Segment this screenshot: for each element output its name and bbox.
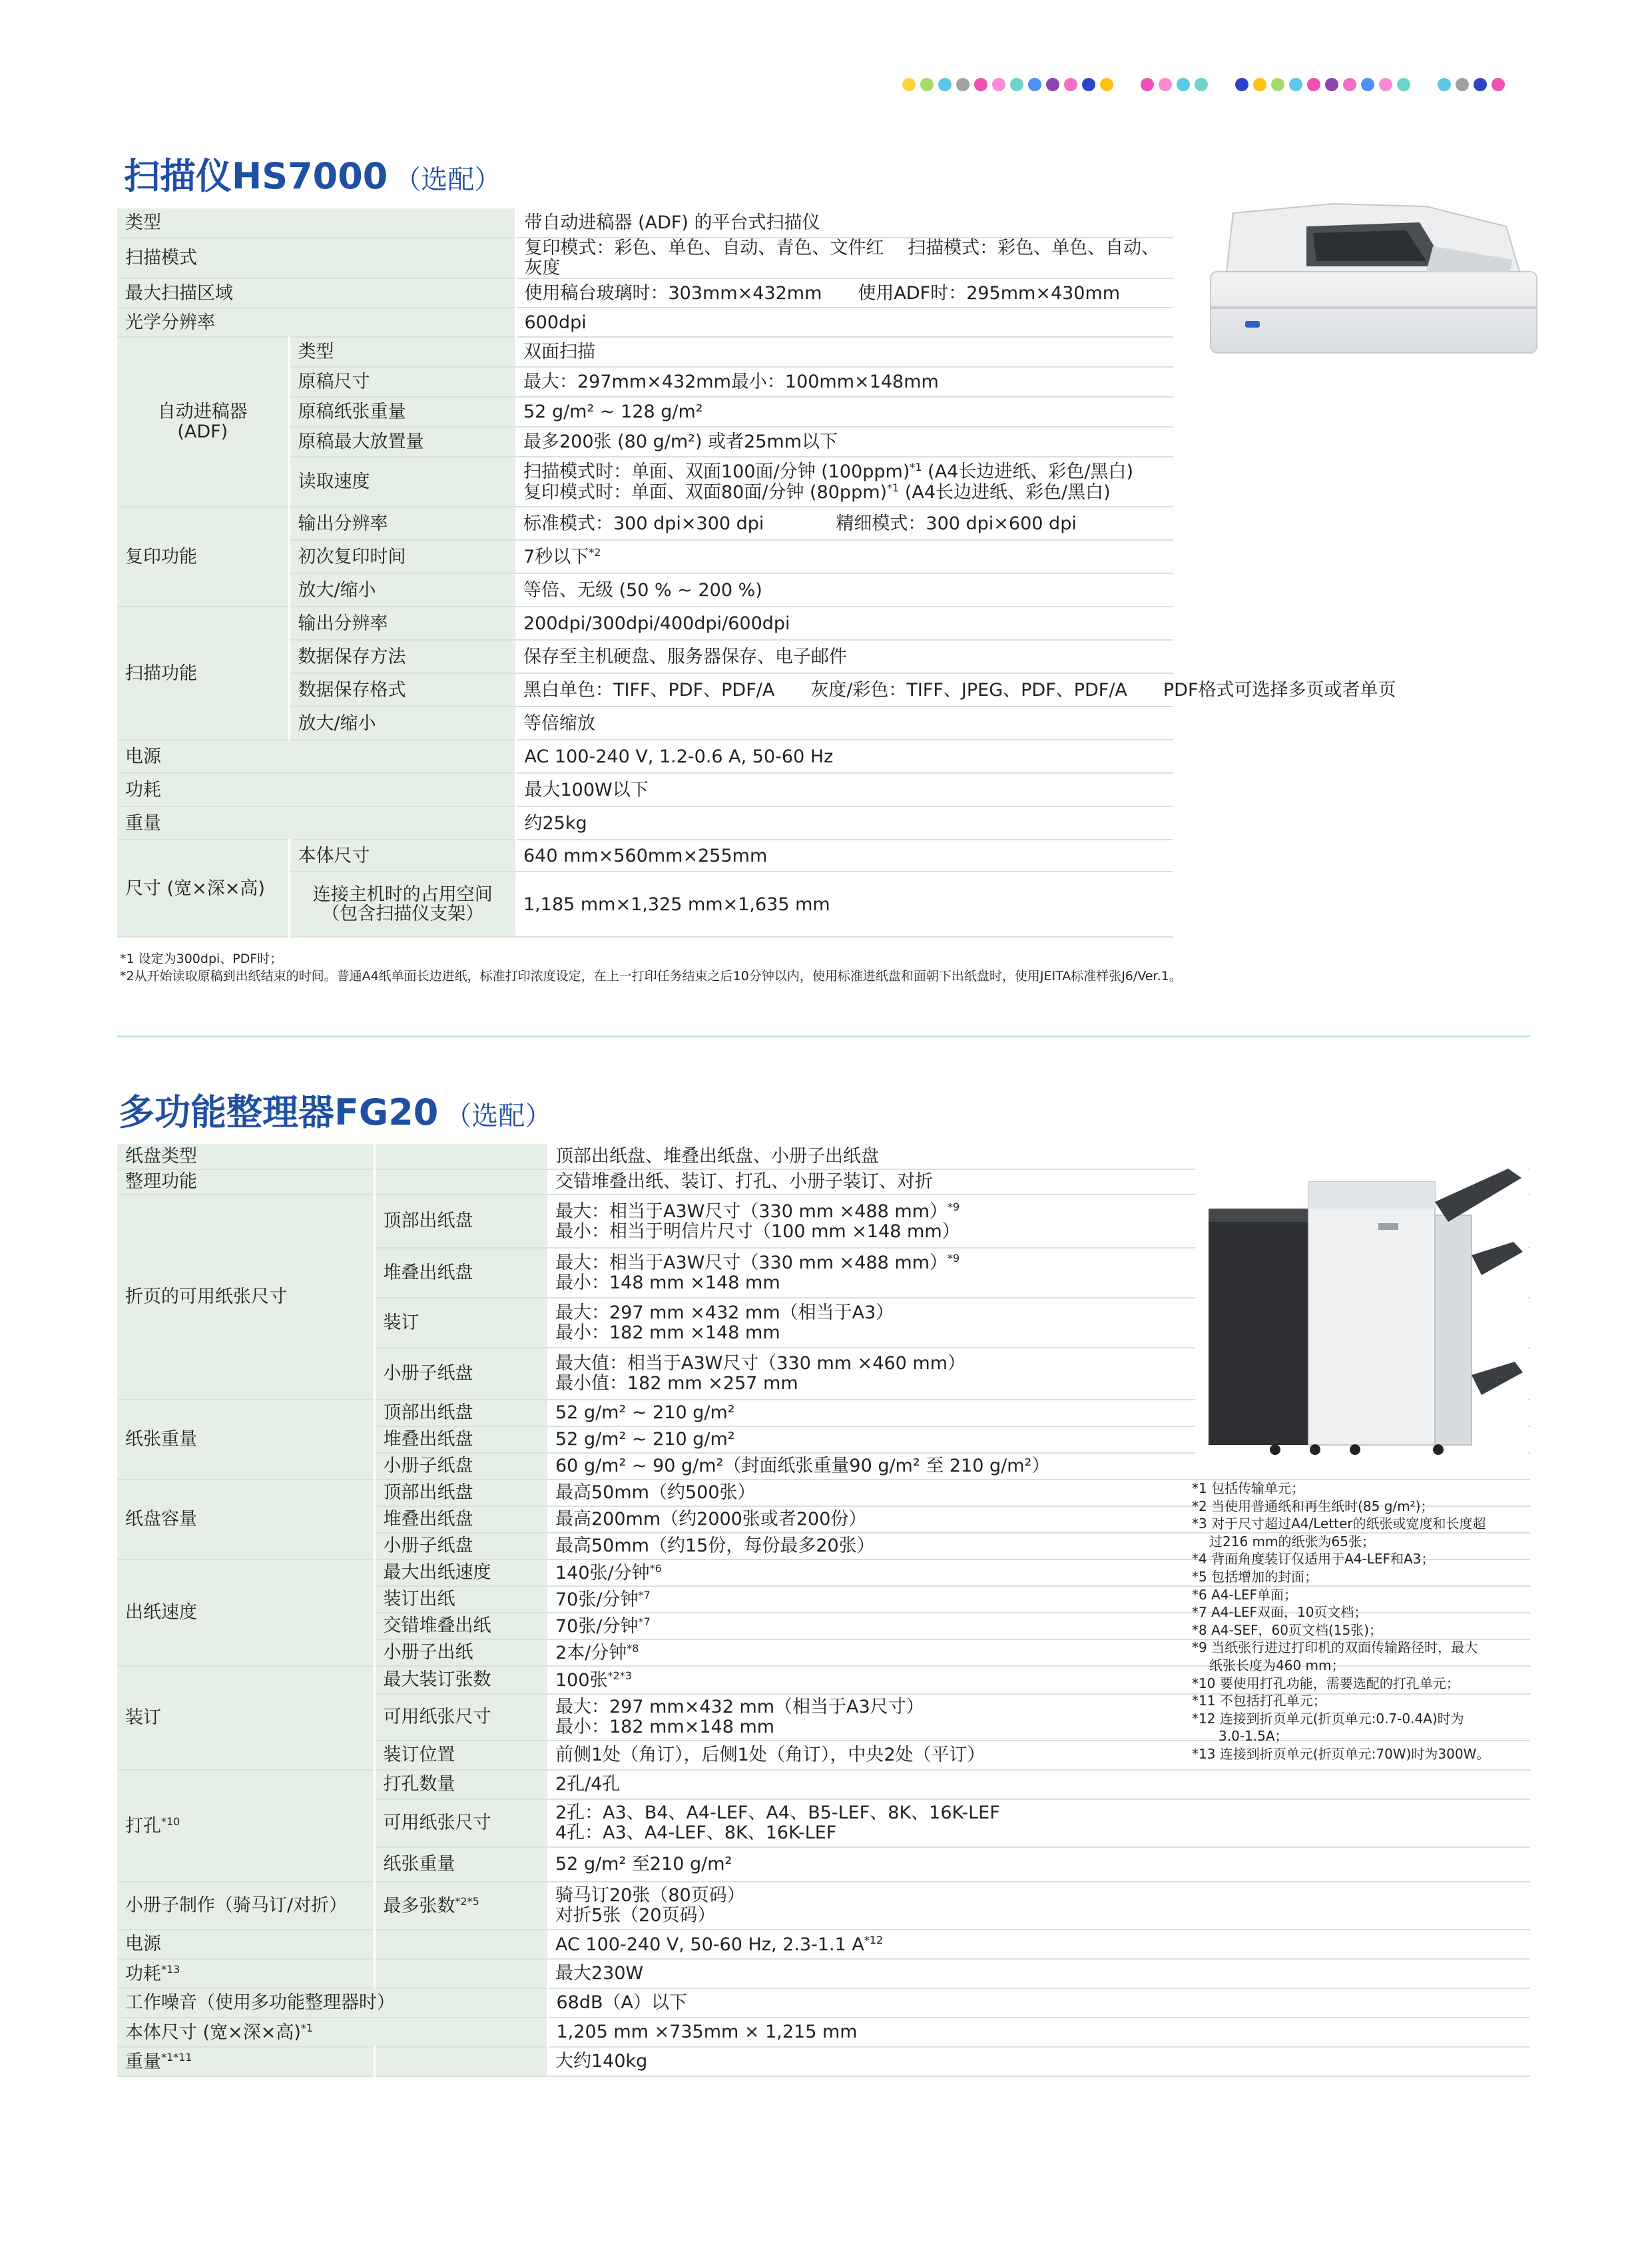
spec-sublabel: 小册子纸盘: [374, 1348, 547, 1400]
decorative-dot: [1064, 78, 1077, 91]
fg20-title-text: 多功能整理器FG20: [119, 1091, 439, 1133]
empty-cell: [374, 1144, 547, 1169]
spec-value: 最高50mm（约15份，每份最多20张）: [547, 1533, 1530, 1559]
decorative-dot: [974, 78, 987, 91]
footnote: *6 A4-LEF单面；: [1192, 1586, 1297, 1603]
value-line: 最小：182 mm×148 mm: [555, 1717, 775, 1737]
spec-value: 等倍缩放: [515, 706, 1173, 740]
spec-label: 工作噪音（使用多功能整理器时）: [117, 1988, 547, 2018]
table-row: [117, 1882, 1530, 1930]
decorative-dot: [1159, 78, 1172, 91]
spec-sublabel: 输出分辨率: [289, 607, 515, 640]
decorative-dot: [1307, 78, 1320, 91]
decorative-dot: [992, 78, 1005, 91]
copy-group-label: 复印功能: [117, 507, 289, 607]
spec-sublabel: [289, 872, 515, 937]
spec-value: 640 mm×560mm×255mm: [515, 840, 1173, 872]
spec-sublabel: 最大装订张数: [374, 1666, 547, 1694]
spec-sublabel: 堆叠出纸盘: [374, 1506, 547, 1533]
spec-sublabel: [374, 1882, 547, 1930]
spec-value: 大约140kg: [547, 2047, 1530, 2076]
footnote: *13 连接到折页单元(折页单元:70W)时为300W。: [1192, 1745, 1490, 1762]
fold-group-label: 折页的可用纸张尺寸: [117, 1195, 374, 1400]
spec-sublabel: 小册子纸盘: [374, 1453, 547, 1480]
spec-sublabel: 顶部出纸盘: [374, 1480, 547, 1506]
speed-copy: 复印模式时：单面、双面80面/分钟 (80ppm): [523, 481, 888, 503]
decorative-dot: [1438, 78, 1451, 91]
footnote-ref: *7: [638, 1615, 651, 1628]
value-line: 4孔：A3、A4-LEF、8K、16K-LEF: [555, 1822, 837, 1843]
spec-label: [117, 2047, 374, 2076]
spec-sublabel: 顶部出纸盘: [374, 1400, 547, 1426]
scanner-hs7000-image: [1207, 200, 1541, 360]
value-line: 骑马订20张（80页码）: [555, 1885, 745, 1906]
value-text: 70张/分钟: [555, 1615, 639, 1637]
footnote: *4 背面角度装订仅适用于A4-LEF和A3；: [1192, 1551, 1435, 1567]
spec-value: 2孔/4孔: [547, 1770, 1530, 1799]
footnote-ref: *9: [948, 1200, 960, 1213]
empty-cell: [374, 2047, 547, 2076]
table-row: [117, 507, 1173, 540]
footnote: 3.0-1.5A；: [1219, 1728, 1288, 1745]
spec-value: 复印模式：彩色、单色、自动、青色、文件红 扫描模式：彩色、单色、自动、灰度: [515, 238, 1173, 278]
decorative-dot: [1492, 78, 1505, 91]
spec-sublabel: 装订位置: [374, 1741, 547, 1770]
spec-value: 保存至主机硬盘、服务器保存、电子邮件: [515, 640, 1173, 673]
footnote: *3 对于尺寸超过A4/Letter的纸张或宽度和长度超: [1192, 1516, 1486, 1532]
value-line: 最大：297 mm ×432 mm（相当于A3）: [555, 1302, 894, 1323]
value-line: 最大：相当于A3W尺寸（330 mm ×488 mm）: [555, 1201, 948, 1222]
hs7000-footnotes: [120, 951, 1182, 985]
footnote: *2 当使用普通纸和再生纸时(85 g/m²)；: [1192, 1498, 1434, 1514]
table-row: [117, 278, 1173, 308]
value-line: 最大值：相当于A3W尺寸（330 mm ×460 mm）: [555, 1353, 965, 1374]
spec-value: 等倍、无级 (50 % ~ 200 %): [515, 573, 1173, 607]
decorative-dot: [902, 78, 916, 91]
decorative-dot: [1235, 78, 1248, 91]
decorative-dot: [1456, 78, 1469, 91]
spec-sublabel: 原稿最大放置量: [289, 427, 515, 457]
footnote-ref: *12: [864, 1933, 884, 1946]
footnote-ref: *2*3: [607, 1669, 632, 1682]
decorative-dot: [1253, 78, 1266, 91]
value-line: 对折5张（20页码）: [555, 1905, 716, 1926]
footnote-ref: *1*11: [161, 2050, 192, 2064]
adf-group-label: [117, 337, 289, 507]
decorative-dot: [1141, 78, 1154, 91]
spec-value: 68dB（A）以下: [547, 1988, 1530, 2018]
footnote: *10 要使用打孔功能，需要选配的打孔单元；: [1192, 1675, 1460, 1691]
punch-label-text: 打孔: [125, 1815, 161, 1836]
spec-sublabel: 小册子纸盘: [374, 1533, 547, 1559]
decorative-dot: [1082, 78, 1095, 91]
spec-sublabel: 装订出纸: [374, 1586, 547, 1613]
value-line: 最大：297 mm×432 mm（相当于A3尺寸）: [555, 1697, 924, 1718]
spec-sublabel: 原稿纸张重量: [289, 397, 515, 427]
spec-sublabel: 纸张重量: [374, 1847, 547, 1882]
table-row: [117, 1930, 1530, 1959]
spec-sublabel: 类型: [289, 337, 515, 367]
decorative-dot: [1379, 78, 1392, 91]
speed-scan-note: (A4长边进纸、彩色/黑白): [922, 461, 1133, 483]
value-text: AC 100-240 V, 50-60 Hz, 2.3-1.1 A: [555, 1934, 864, 1955]
spec-value: 1,185 mm×1,325 mm×1,635 mm: [515, 872, 1173, 937]
footnote-ref: *1: [887, 481, 900, 494]
spec-sublabel: 顶部出纸盘: [374, 1195, 547, 1248]
value-line: 最小：182 mm ×148 mm: [555, 1322, 780, 1343]
footnote: *1 包括传输单元；: [1192, 1480, 1305, 1496]
spec-sublabel: 装订: [374, 1298, 547, 1348]
footnote: *1 设定为300dpi、PDF时；: [120, 952, 283, 966]
decorative-dot: [1195, 78, 1208, 91]
footnote: 纸张长度为460 mm；: [1209, 1657, 1345, 1673]
footnote-ref: *8: [627, 1641, 639, 1655]
speed-copy-note: (A4长边进纸、彩色/黑白): [899, 481, 1111, 503]
decorative-dot: [1010, 78, 1023, 91]
footnote-ref: *13: [161, 1962, 180, 1976]
spec-sublabel: 堆叠出纸盘: [374, 1426, 547, 1453]
spec-sublabel: 数据保存方法: [289, 640, 515, 673]
spec-sublabel: 原稿尺寸: [289, 367, 515, 397]
spec-label: [117, 2018, 547, 2047]
decorative-dots: [902, 77, 1510, 93]
spec-value: 约25kg: [515, 806, 1173, 840]
hs7000-title-text: 扫描仪HS7000: [124, 155, 388, 197]
spec-sublabel: 本体尺寸: [289, 840, 515, 872]
footnote-ref: *1: [300, 2021, 314, 2034]
spec-sublabel: 交错堆叠出纸: [374, 1613, 547, 1639]
spec-label: [117, 1959, 374, 1988]
footnote: *12 连接到折页单元(折页单元:0.7-0.4A)时为: [1192, 1710, 1464, 1727]
spec-value: 黑白单色：TIFF、PDF、PDF/A 灰度/彩色：TIFF、JPEG、PDF、PDF/A PDF格式可选择多页或者单页: [515, 673, 1173, 706]
spec-sublabel: 小册子出纸: [374, 1639, 547, 1666]
spec-label: 电源: [117, 740, 515, 773]
spec-label: 纸盘类型: [117, 1144, 374, 1169]
value-line: 最小：相当于明信片尺寸（100 mm ×148 mm）: [555, 1221, 960, 1242]
spec-label: 最大扫描区域: [117, 278, 515, 308]
spec-value: 最高50mm（约500张）: [547, 1480, 1530, 1506]
finisher-fg20-image: [1195, 1149, 1528, 1472]
section-divider: [117, 1035, 1530, 1037]
space-label-line1: 连接主机时的占用空间: [312, 884, 493, 905]
spec-value: 1,205 mm ×735mm × 1,215 mm: [547, 2018, 1530, 2047]
spec-value: [515, 457, 1173, 507]
footnote: *5 包括增加的封面；: [1192, 1568, 1318, 1585]
spec-value: 52 g/m² ~ 210 g/m²: [547, 1426, 1530, 1453]
spec-value: 52 g/m² 至210 g/m²: [547, 1847, 1530, 1882]
value-line: 2孔：A3、B4、A4-LEF、A4、B5-LEF、8K、16K-LEF: [555, 1803, 1000, 1824]
spec-sublabel: 可用纸张尺寸: [374, 1694, 547, 1741]
spec-value: 52 g/m² ~ 128 g/m²: [515, 397, 1173, 427]
space-label-line2: （包含扫描仪支架）: [322, 904, 484, 925]
adf-label-line1: 自动进稿器: [157, 402, 248, 423]
spec-value: 前侧1处（角订），后侧1处（角订），中央2处（平订）: [547, 1741, 1530, 1770]
capacity-group-label: 纸盘容量: [117, 1480, 374, 1559]
footnote: *7 A4-LEF双面，10页文档；: [1192, 1604, 1368, 1621]
spec-value: 顶部出纸盘、堆叠出纸盘、小册子出纸盘: [547, 1144, 1530, 1169]
empty-cell: [374, 1930, 547, 1959]
spec-value: [547, 1882, 1530, 1930]
speed-group-label: 出纸速度: [117, 1559, 374, 1666]
spec-label: 类型: [117, 208, 515, 238]
value-line: 最小：148 mm ×148 mm: [555, 1272, 780, 1293]
footnote-ref: *2*5: [455, 1894, 479, 1908]
table-row: [117, 208, 1173, 238]
staple-group-label: 装订: [117, 1666, 374, 1770]
fg20-optional-label: （选配）: [445, 1101, 552, 1131]
scan-group-label: 扫描功能: [117, 607, 289, 740]
decorative-dot: [1289, 78, 1302, 91]
sublabel-text: 最多张数: [383, 1895, 455, 1916]
value-text: 2本/分钟: [555, 1642, 627, 1663]
spec-label: 光学分辨率: [117, 308, 515, 337]
spec-sublabel: 放大/缩小: [289, 706, 515, 740]
value-text: 70张/分钟: [555, 1589, 639, 1610]
label-text: 本体尺寸 (宽×深×高): [125, 2022, 301, 2043]
table-row: [117, 2047, 1530, 2076]
decorative-dot: [956, 78, 969, 91]
spec-value: 60 g/m² ~ 90 g/m²（封面纸张重量90 g/m² 至 210 g/m²）: [547, 1453, 1530, 1480]
spec-sublabel: 最大出纸速度: [374, 1559, 547, 1586]
footnote-ref: *10: [161, 1815, 180, 1828]
spec-value: 最大：297mm×432mm最小：100mm×148mm: [515, 367, 1173, 397]
footnote-ref: *1: [910, 461, 922, 474]
footnote: *2从开始读取原稿到出纸结束的时间。普通A4纸单面长边进纸，标准打印浓度设定，在上一打印任务结束之后10分钟以内，使用标准进纸盘和面朝下出纸盘时，使用JEITA标准样张J6/Ver.1。: [120, 968, 1182, 983]
footnote: 过216 mm的纸张为65张；: [1209, 1533, 1375, 1549]
spec-value: 最大230W: [547, 1959, 1530, 1988]
footnote: *8 A4-SEF，60页文档(15张)；: [1192, 1621, 1383, 1638]
table-row: [117, 607, 1173, 640]
spec-label: 电源: [117, 1930, 374, 1959]
decorative-dot: [920, 78, 934, 91]
paper-weight-group-label: 纸张重量: [117, 1400, 374, 1480]
label-text: 功耗: [125, 1963, 161, 1984]
fg20-title: [119, 1084, 551, 1135]
table-row: [117, 1959, 1530, 1988]
dim-group-label: 尺寸 (宽×深×高): [117, 840, 289, 937]
spec-value: 最大100W以下: [515, 773, 1173, 806]
value-line: 最大：相当于A3W尺寸（330 mm ×488 mm）: [555, 1253, 948, 1274]
decorative-dot: [938, 78, 952, 91]
adf-label-line2: (ADF): [177, 421, 228, 442]
table-row: [117, 806, 1173, 840]
label-text: 重量: [125, 2051, 161, 2072]
spec-value: AC 100-240 V, 1.2-0.6 A, 50-60 Hz: [515, 740, 1173, 773]
spec-sublabel: 放大/缩小: [289, 573, 515, 607]
hs7000-optional-label: （选配）: [394, 164, 501, 195]
punch-group-label: [117, 1770, 374, 1882]
first-copy-time: 7秒以下: [523, 547, 589, 568]
hs7000-title: [124, 148, 501, 199]
spec-value: 标准模式：300 dpi×300 dpi 精细模式：300 dpi×600 dpi: [515, 507, 1173, 540]
decorative-dot: [1343, 78, 1356, 91]
spec-sublabel: 输出分辨率: [289, 507, 515, 540]
spec-sublabel: 数据保存格式: [289, 673, 515, 706]
empty-cell: [374, 1169, 547, 1195]
spec-label: 整理功能: [117, 1169, 374, 1195]
table-row: [117, 840, 1173, 872]
spec-value: 最高200mm（约2000张或者200份）: [547, 1506, 1530, 1533]
spec-value: 交错堆叠出纸、装订、打孔、小册子装订、对折: [547, 1169, 1530, 1195]
hs7000-spec-table: [117, 208, 1396, 938]
decorative-dot: [1028, 78, 1041, 91]
spec-value: 使用稿台玻璃时：303mm×432mm 使用ADF时：295mm×430mm: [515, 278, 1173, 308]
table-row: [117, 308, 1173, 337]
spec-sublabel: 可用纸张尺寸: [374, 1799, 547, 1847]
footnote-ref: *7: [638, 1588, 651, 1601]
spec-sublabel: 堆叠出纸盘: [374, 1248, 547, 1298]
spec-value: 600dpi: [515, 308, 1173, 337]
booklet-group-label: 小册子制作（骑马订/对折）: [117, 1882, 374, 1930]
footnote-ref: *6: [649, 1561, 662, 1575]
table-row: [117, 740, 1173, 773]
decorative-dot: [1271, 78, 1284, 91]
footnote: *11 不包括打孔单元；: [1192, 1693, 1326, 1709]
table-row: [117, 337, 1173, 367]
decorative-dot: [1397, 78, 1410, 91]
spec-value: [547, 1799, 1530, 1847]
spec-sublabel: 打孔数量: [374, 1770, 547, 1799]
fg20-footnotes: [1192, 1480, 1490, 1763]
spec-label: 功耗: [117, 773, 515, 806]
spec-value: 52 g/m² ~ 210 g/m²: [547, 1400, 1530, 1426]
table-row: [117, 238, 1173, 278]
decorative-dot: [1177, 78, 1190, 91]
value-text: 100张: [555, 1669, 608, 1691]
spec-value: [515, 540, 1173, 573]
footnote-ref: *9: [948, 1252, 960, 1265]
table-row: [117, 1988, 1530, 2018]
spec-value: 带自动进稿器 (ADF) 的平台式扫描仪: [515, 208, 1173, 238]
spec-sublabel: 读取速度: [289, 457, 515, 507]
footnote: *9 当纸张行进过打印机的双面传输路径时，最大: [1192, 1639, 1478, 1656]
table-row: [117, 773, 1173, 806]
spec-label: 扫描模式: [117, 238, 515, 278]
spec-value: 最多200张 (80 g/m²) 或者25mm以下: [515, 427, 1173, 457]
empty-cell: [374, 1959, 547, 1988]
spec-label: 重量: [117, 806, 515, 840]
speed-scan: 扫描模式时：单面、双面100面/分钟 (100ppm): [523, 461, 910, 483]
spec-value: [547, 1930, 1530, 1959]
decorative-dot: [1100, 78, 1113, 91]
decorative-dot: [1046, 78, 1059, 91]
value-text: 140张/分钟: [555, 1562, 650, 1583]
spec-sublabel: 初次复印时间: [289, 540, 515, 573]
table-row: [117, 2018, 1530, 2047]
value-line: 最小值：182 mm ×257 mm: [555, 1373, 798, 1394]
decorative-dot: [1361, 78, 1374, 91]
decorative-dot: [1474, 78, 1487, 91]
footnote-ref: *2: [589, 546, 601, 559]
spec-value: 双面扫描: [515, 337, 1173, 367]
decorative-dot: [1325, 78, 1338, 91]
spec-value: 200dpi/300dpi/400dpi/600dpi: [515, 607, 1173, 640]
table-row: [117, 1770, 1530, 1799]
